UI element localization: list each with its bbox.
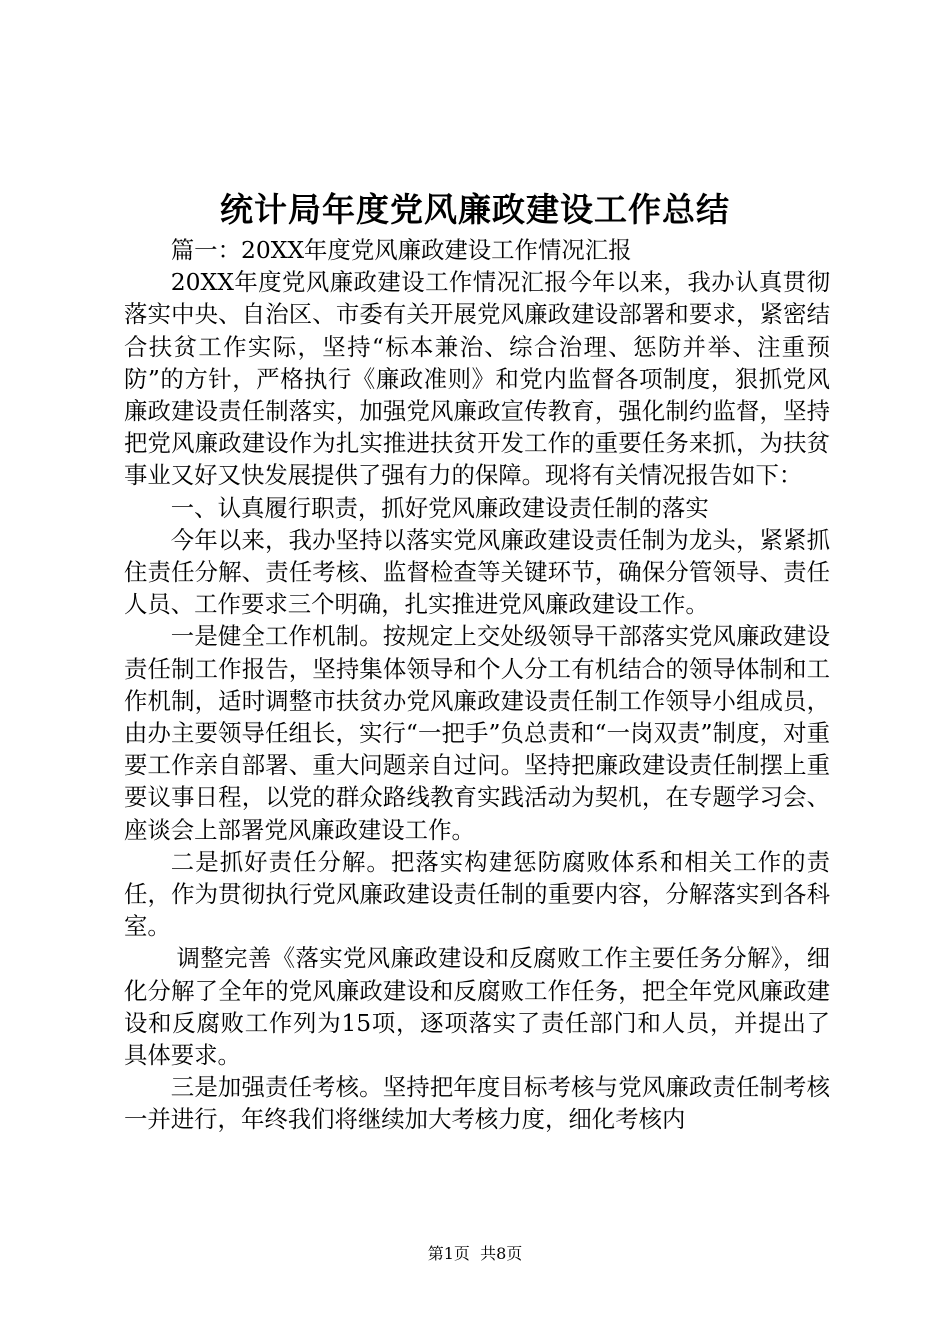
page-footer <box>0 1242 950 1266</box>
page-total: 共8页 <box>480 1244 523 1263</box>
paragraph-adjustment: 调整完善《落实党风廉政建设和反腐败工作主要任务分解》，细化分解了全年的党风廉政建设和反腐败工作任务，把全年党风廉政建设和反腐败工作列为15项，逐项落实了责任部门和人员，并提出了具体要求。 <box>124 944 830 1070</box>
paragraph-item-three: 三是加强责任考核。坚持把年度目标考核与党风廉政责任制考核一并进行，年终我们将继续加大考核力度，细化考核内 <box>124 1073 830 1134</box>
document-body <box>124 234 830 1136</box>
paragraph-section-one-heading: 一、认真履行职责，抓好党风廉政建设责任制的落实 <box>170 493 709 522</box>
paragraph-heading-part-one: 篇一：20XX年度党风廉政建设工作情况汇报 <box>170 236 632 264</box>
paragraph-item-one: 一是健全工作机制。按规定上交处级领导干部落实党风廉政建设责任制工作报告，坚持集体领导和个人分工有机结合的领导体制和工作机制，适时调整市扶贫办党风廉政建设责任制工作领导小组成员，由办主要领导任组长，实行“一把手”负总责和“一岗双责”制度，对重要工作亲自部署、重大问题亲自过问。坚持把廉政建设责任制摆上重要议事日程，以党的群众路线教育实践活动为契机，在专题学习会、座谈会上部署党风廉政建设工作。 <box>124 622 830 844</box>
page-number: 第1页 <box>427 1244 470 1263</box>
paragraph-item-two: 二是抓好责任分解。把落实构建惩防腐败体系和相关工作的责任，作为贯彻执行党风廉政建设责任制的重要内容，分解落实到各科室。 <box>124 847 830 941</box>
paragraph-intro: 20XX年度党风廉政建设工作情况汇报今年以来，我办认真贯彻落实中央、自治区、市委有关开展党风廉政建设部署和要求，紧密结合扶贫工作实际，坚持“标本兼治、综合治理、惩防并举、注重预防”的方针，严格执行《廉政准则》和党内监督各项制度，狠抓党风廉政建设责任制落实，加强党风廉政宣传教育，强化制约监督，坚持把党风廉政建设作为扎实推进扶贫开发工作的重要任务来抓，为扶贫事业又好又快发展提供了强有力的保障。现将有关情况报告如下： <box>124 268 830 490</box>
document-title: 统计局年度党风廉政建设工作总结 <box>220 190 730 229</box>
paragraph-section-one-body: 今年以来，我办坚持以落实党风廉政建设责任制为龙头，紧紧抓住责任分解、责任考核、监督检查等关键环节，确保分管领导、责任人员、工作要求三个明确，扎实推进党风廉政建设工作。 <box>124 525 830 619</box>
